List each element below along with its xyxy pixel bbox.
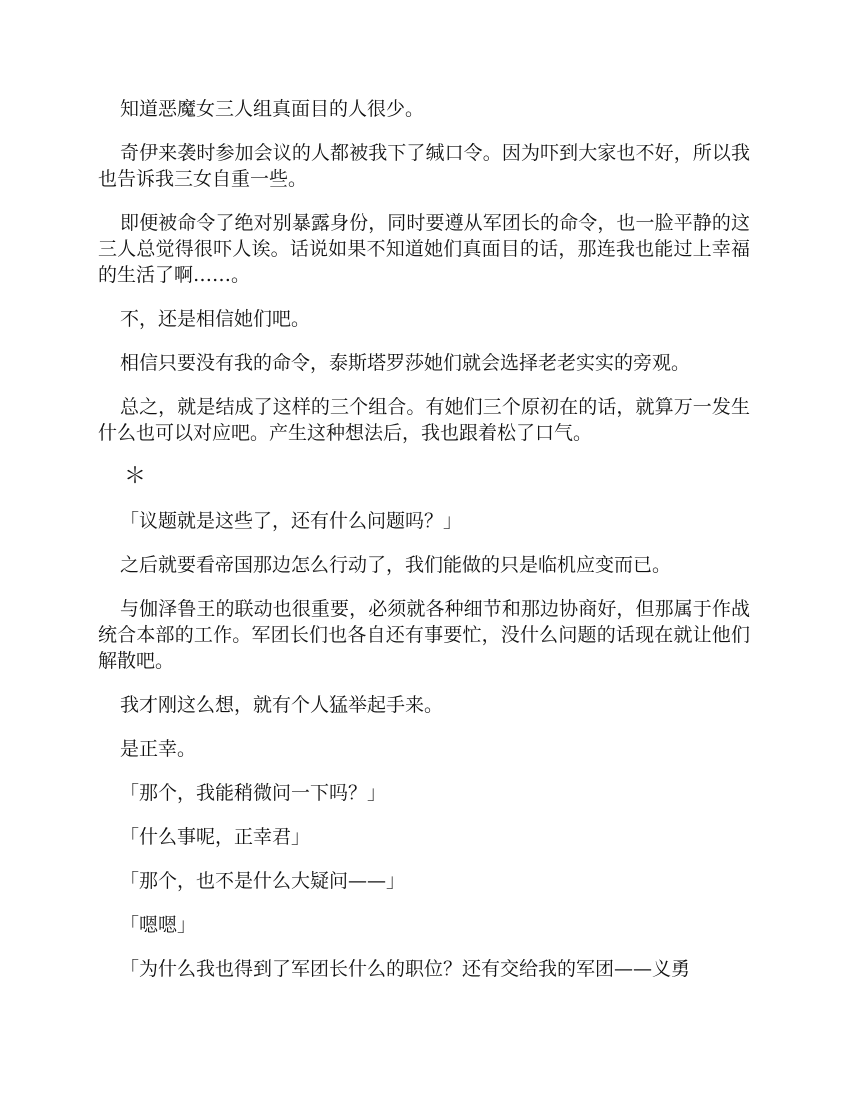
dialogue-6: 「为什么我也得到了军团长什么的职位？还有交给我的军团——义勇 bbox=[120, 958, 691, 980]
paragraph-1: 知道恶魔女三人组真面目的人很少。 bbox=[120, 98, 425, 120]
dialogue-3: 「什么事呢，正幸君」 bbox=[120, 826, 311, 848]
paragraph-3: 即便被命令了绝对别暴露身份，同时要遵从军团长的命令，也一脸平静的这三人总觉得很吓人诶。话说如果不知道她们真面目的话，那连我也能过上幸福的生活了啊……。 bbox=[98, 212, 750, 286]
paragraph-4: 不，还是相信她们吧。 bbox=[120, 308, 311, 330]
dialogue-4: 「那个，也不是什么大疑问——」 bbox=[120, 870, 406, 892]
paragraph-6: 总之，就是结成了这样的三个组合。有她们三个原初在的话，就算万一发生什么也可以对应吧。产生这种想法后，我也跟着松了口气。 bbox=[98, 396, 750, 444]
dialogue-1: 「议题就是这些了，还有什么问题吗？」 bbox=[120, 510, 463, 532]
paragraph-5: 相信只要没有我的命令，泰斯塔罗莎她们就会选择老老实实的旁观。 bbox=[120, 352, 691, 374]
document-page bbox=[98, 96, 750, 1000]
paragraph-9: 我才刚这么想，就有个人猛举起手来。 bbox=[120, 694, 444, 716]
section-separator: ＊ bbox=[124, 464, 147, 489]
dialogue-2: 「那个，我能稍微问一下吗？」 bbox=[120, 782, 387, 804]
paragraph-8: 与伽泽鲁王的联动也很重要，必须就各种细节和那边协商好，但那属于作战统合本部的工作。军团长们也各自还有事要忙，没什么问题的话现在就让他们解散吧。 bbox=[98, 598, 750, 672]
paragraph-2: 奇伊来袭时参加会议的人都被我下了缄口令。因为吓到大家也不好，所以我也告诉我三女自重一些。 bbox=[98, 142, 750, 190]
dialogue-5: 「嗯嗯」 bbox=[120, 914, 197, 936]
paragraph-10: 是正幸。 bbox=[120, 738, 197, 760]
paragraph-7: 之后就要看帝国那边怎么行动了，我们能做的只是临机应变而已。 bbox=[120, 554, 672, 576]
